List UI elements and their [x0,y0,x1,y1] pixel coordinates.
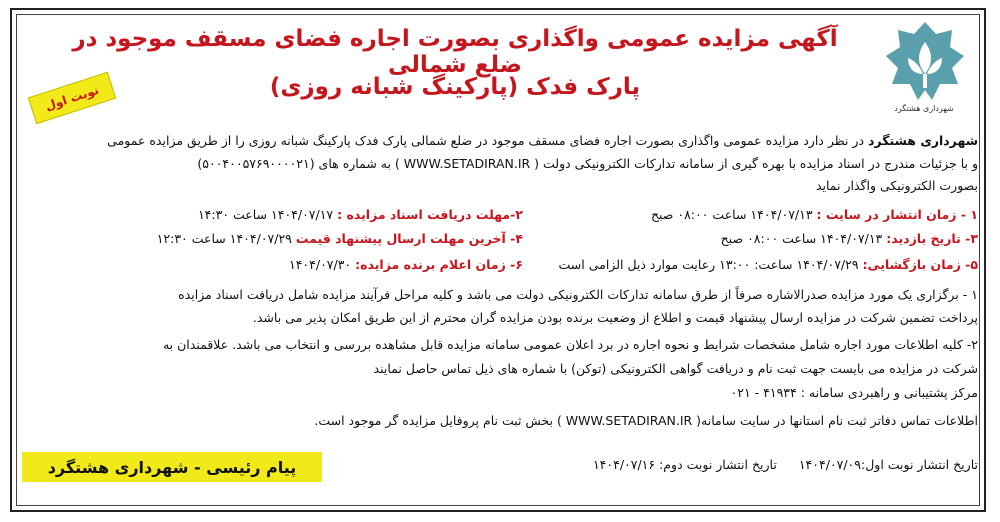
schedule-item-4 [157,228,523,250]
schedule-item-1-value: ۱۴۰۴/۰۷/۱۳ ساعت ۰۸:۰۰ صبح [650,207,817,222]
signature-box: پیام رئیسی - شهرداری هشتگرد [22,452,322,482]
publication-dates [571,457,978,472]
intro-line-1 [22,130,978,152]
second-publication-date: تاریخ انتشار نوبت دوم: ۱۴۰۴/۰۷/۱۶ [592,457,777,472]
municipality-logo [866,14,984,114]
schedule-item-2-value: ۱۴۰۴/۰۷/۱۷ ساعت ۱۴:۳۰ [197,207,338,222]
support-center-contact: مرکز پشتیبانی و راهبردی سامانه : ۴۱۹۳۴ - ۰۲۱ [730,385,978,400]
schedule-item-6 [289,254,523,276]
schedule-item-4-value: ۱۴۰۴/۰۷/۲۹ ساعت ۱۲:۳۰ [156,231,296,246]
notice-footer [22,452,978,482]
schedule-item-5-value: ۱۴۰۴/۰۷/۲۹ ساعت: ۱۳:۰۰ رعایت موارد ذیل الزامی است [558,257,863,272]
schedule-item-5 [559,254,978,276]
logo-caption: شهرداری هشتگرد [894,104,954,113]
intro-line-3: بصورت الکترونیکی واگذار نماید [815,178,978,193]
intro-line-2: و با جزئیات مندرج در اسناد مزایده با بهره گیری از سامانه تدارکات الکترونیکی دولت ( WWW.SETADIRAN.IR ) به شماره های (۵۰۰۴۰۰۵۷۶۹۰۰۰۰۲۱) [197,156,978,171]
schedule-row-2 [22,228,978,250]
intro-line-1-text: در نظر دارد مزایده عمومی واگذاری بصورت اجاره فضای مسقف موجود در ضلع شمالی پارک فدک پارکینگ شبانه روزی را از طریق مزایده عمومی [107,133,869,148]
schedule-item-4-label: ۴- آخرین مهلت ارسال پیشنهاد قیمت [295,231,523,246]
schedule-row-1 [22,204,978,226]
municipality-flower-logo-icon [866,14,984,114]
schedule-item-5-label: ۵- زمان بازگشایی: [862,257,978,272]
schedule-item-3 [721,228,978,250]
schedule-item-2-label: ۲-مهلت دریافت اسناد مزایده : [337,207,523,222]
notice-title-line-1: آگهی مزایده عمومی واگذاری بصورت اجاره فضای مسقف موجود در ضلع شمالی [72,26,838,78]
first-publication-date: تاریخ انتشار نوبت اول:۱۴۰۴/۰۷/۰۹ [798,457,978,472]
condition-2-line-2: شرکت در مزایده می بایست جهت ثبت نام و دریافت گواهی الکترونیکی (توکن) با شماره های ذیل تماس حاصل نمایند [373,361,978,376]
registration-offices-info: اطلاعات تماس دفاتر ثبت نام استانها در سایت سامانه( WWW.SETADIRAN.IR ) بخش ثبت نام پروفایل مزایده گر موجود است. [314,413,978,428]
schedule-item-3-value: ۱۴۰۴/۰۷/۱۳ ساعت ۰۸:۰۰ صبح [720,231,887,246]
schedule-item-3-label: ۳- تاریخ بازدید: [886,231,978,246]
organization-name: شهرداری هشتگرد [868,133,978,148]
schedule-item-6-value: ۱۴۰۴/۰۷/۳۰ [289,257,356,272]
condition-1-line-1: ۱ - برگزاری یک مورد مزایده صدرالاشاره صرفاً از طرق سامانه تدارکات الکترونیکی دولت می باشد و کلیه مراحل فرآیند مزایده شامل دریافت اسناد مزایده [178,287,978,302]
schedule-item-1 [651,204,978,226]
schedule-item-2 [198,204,523,226]
schedule-item-1-label: ۱ - زمان انتشار در سایت : [816,207,978,222]
first-round-badge: نوبت اول [28,72,117,125]
condition-2-line-1: ۲- کلیه اطلاعات مورد اجاره شامل مشخصات شرایط و نحوه اجاره در برد اعلان عمومی سامانه مزایده قابل مشاهده بررسی و انتخاب می باشد. علاقمندان به [162,337,978,352]
schedule-row-3 [22,254,978,276]
notice-title-line-2: پارک فدک (پارکینگ شبانه روزی) [269,74,641,100]
condition-1-line-2: پرداخت تضمین شرکت در مزایده ارسال پیشنهاد قیمت و اطلاع از وضعیت برنده بودن مزایده گران محترم از این طریق امکان پذیر می باشد. [252,310,978,325]
schedule-item-6-label: ۶- زمان اعلام برنده مزایده: [355,257,523,272]
